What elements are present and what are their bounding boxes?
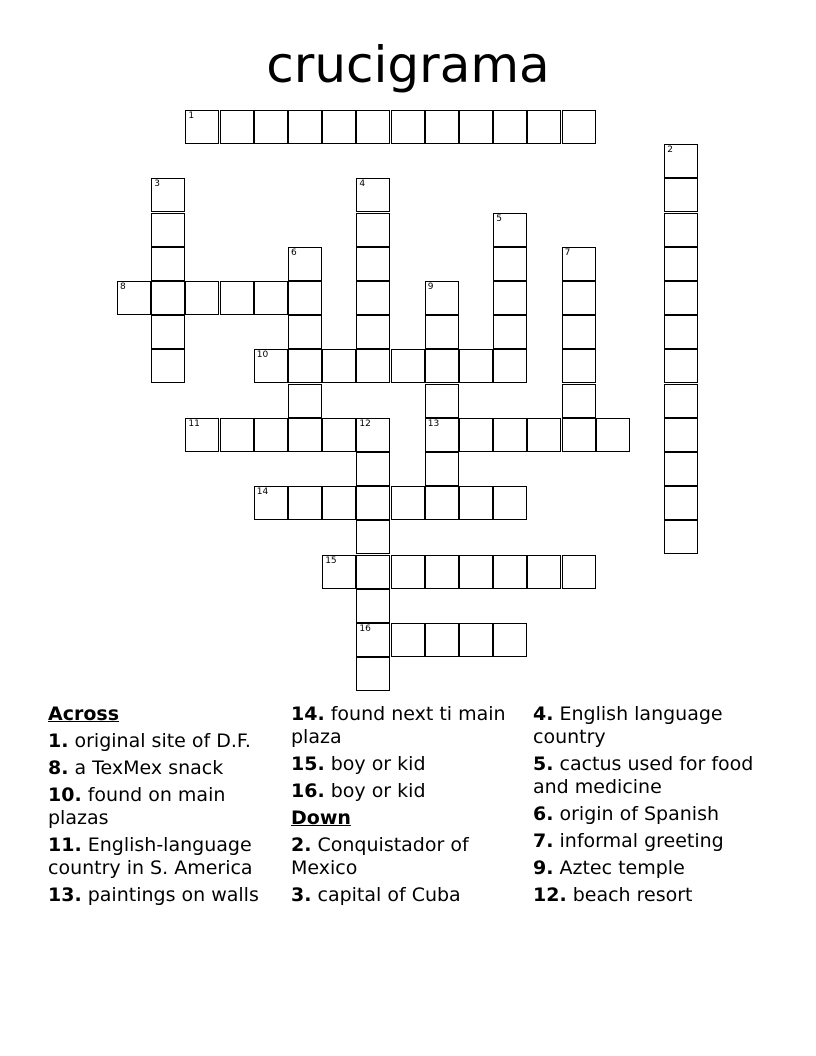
grid-cell[interactable]	[288, 349, 322, 383]
grid-cell[interactable]	[151, 315, 185, 349]
grid-cell[interactable]	[664, 418, 698, 452]
grid-cell[interactable]	[562, 418, 596, 452]
grid-cell[interactable]	[562, 110, 596, 144]
grid-cell[interactable]	[596, 418, 630, 452]
grid-cell[interactable]	[562, 349, 596, 383]
grid-cell[interactable]	[185, 418, 219, 452]
cell-number: 5	[496, 213, 502, 224]
cell-number: 1	[188, 111, 195, 121]
clue-down-9: 9. Aztec temple	[533, 857, 685, 879]
clue-across-13: 13. paintings on walls	[48, 884, 259, 906]
grid-cell[interactable]	[425, 281, 459, 315]
cell-number: 13	[427, 418, 440, 429]
cell-number: 4	[359, 179, 366, 190]
grid-cell[interactable]	[288, 315, 322, 349]
cell-number: 14	[256, 487, 269, 498]
grid-cell[interactable]	[664, 520, 698, 554]
clues-column-1	[48, 703, 288, 911]
grid-cell[interactable]	[356, 281, 390, 315]
cell-number: 3	[154, 179, 160, 190]
across-heading: Across	[48, 703, 120, 725]
grid-cell[interactable]	[493, 213, 527, 247]
grid-cell[interactable]	[425, 315, 459, 349]
grid-cell[interactable]	[425, 486, 459, 520]
grid-cell[interactable]	[322, 418, 356, 452]
grid-cell[interactable]	[356, 110, 390, 144]
grid-cell[interactable]	[356, 520, 390, 554]
grid-cell[interactable]	[493, 555, 527, 589]
grid-cell[interactable]	[664, 247, 698, 281]
grid-cell[interactable]	[562, 281, 596, 315]
grid-cell[interactable]	[356, 418, 390, 452]
cell-number: 11	[188, 418, 200, 429]
clues-column-3	[533, 703, 783, 911]
clue-across-10: 10. found on main plazas	[48, 784, 226, 829]
grid-cell[interactable]	[220, 418, 254, 452]
grid-cell[interactable]	[664, 452, 698, 486]
grid-cell[interactable]	[664, 349, 698, 383]
grid-cell[interactable]	[356, 178, 390, 212]
grid-cell[interactable]	[322, 486, 356, 520]
grid-cell[interactable]	[493, 418, 527, 452]
clue-across-11: 11. English-language country in S. America	[48, 834, 253, 879]
grid-cell[interactable]	[493, 110, 527, 144]
grid-cell[interactable]	[117, 281, 151, 315]
grid-cell[interactable]	[459, 555, 493, 589]
grid-cell[interactable]	[151, 247, 185, 281]
clue-across-16: 16. boy or kid	[291, 780, 426, 802]
grid-cell[interactable]	[425, 623, 459, 657]
grid-cell[interactable]	[254, 281, 288, 315]
grid-cell[interactable]	[664, 384, 698, 418]
grid-cell[interactable]	[391, 349, 425, 383]
grid-cell[interactable]	[288, 110, 322, 144]
grid-cell[interactable]	[356, 315, 390, 349]
grid-cell[interactable]	[254, 418, 288, 452]
grid-cell[interactable]	[356, 213, 390, 247]
clue-down-7: 7. informal greeting	[533, 830, 724, 852]
grid-cell[interactable]	[425, 384, 459, 418]
puzzle-title: crucigrama	[266, 36, 550, 94]
grid-cell[interactable]	[425, 555, 459, 589]
grid-cell[interactable]	[185, 110, 219, 144]
clue-down-5: 5. cactus used for food and medicine	[533, 753, 754, 798]
grid-cell[interactable]	[493, 349, 527, 383]
cell-number: 10	[256, 350, 269, 361]
cell-number: 2	[667, 145, 673, 156]
clue-down-6: 6. origin of Spanish	[533, 803, 720, 825]
grid-cell[interactable]	[151, 281, 185, 315]
grid-cell[interactable]	[493, 486, 527, 520]
grid-cell[interactable]	[493, 315, 527, 349]
grid-cell[interactable]	[562, 555, 596, 589]
grid-cell[interactable]	[356, 452, 390, 486]
grid-cell[interactable]	[664, 281, 698, 315]
grid-cell[interactable]	[322, 349, 356, 383]
grid-cell[interactable]	[356, 349, 390, 383]
grid-cell[interactable]	[664, 213, 698, 247]
grid-cell[interactable]	[664, 315, 698, 349]
grid-cell[interactable]	[254, 349, 288, 383]
grid-cell[interactable]	[459, 623, 493, 657]
grid-cell[interactable]	[356, 486, 390, 520]
grid-cell[interactable]	[527, 418, 561, 452]
grid-cell[interactable]	[425, 110, 459, 144]
clue-across-1: 1. original site of D.F.	[48, 730, 251, 752]
cell-number: 8	[120, 282, 126, 292]
grid-cell[interactable]	[493, 247, 527, 281]
grid-cell[interactable]	[356, 247, 390, 281]
grid-cell[interactable]	[356, 623, 390, 657]
grid-cell[interactable]	[459, 486, 493, 520]
grid-cell[interactable]	[288, 247, 322, 281]
grid-cell[interactable]	[391, 110, 425, 144]
grid-cell[interactable]	[322, 110, 356, 144]
grid-cell[interactable]	[493, 281, 527, 315]
clue-down-12: 12. beach resort	[533, 884, 693, 906]
grid-cell[interactable]	[391, 555, 425, 589]
clues-column-2	[291, 703, 523, 911]
grid-cell[interactable]	[527, 555, 561, 589]
grid-cell[interactable]	[391, 486, 425, 520]
cell-number: 15	[325, 555, 337, 566]
cell-number: 12	[359, 418, 371, 429]
grid-cell[interactable]	[151, 213, 185, 247]
grid-cell[interactable]	[425, 418, 459, 452]
grid-cell[interactable]	[664, 178, 698, 212]
grid-cell[interactable]	[459, 110, 493, 144]
grid-cell[interactable]	[391, 623, 425, 657]
clue-across-15: 15. boy or kid	[291, 753, 426, 775]
grid-cell[interactable]	[288, 384, 322, 418]
grid-cell[interactable]	[288, 281, 322, 315]
grid-cell[interactable]	[356, 657, 390, 691]
grid-cell[interactable]	[664, 144, 698, 178]
grid-cell[interactable]	[664, 486, 698, 520]
grid-cell[interactable]	[151, 178, 185, 212]
grid-cell[interactable]	[254, 110, 288, 144]
grid-cell[interactable]	[322, 555, 356, 589]
grid-cell[interactable]	[151, 349, 185, 383]
grid-cell[interactable]	[527, 110, 561, 144]
grid-cell[interactable]	[220, 110, 254, 144]
grid-cell[interactable]	[562, 247, 596, 281]
grid-cell[interactable]	[356, 589, 390, 623]
grid-cell[interactable]	[185, 281, 219, 315]
grid-cell[interactable]	[493, 623, 527, 657]
grid-cell[interactable]	[459, 349, 493, 383]
clue-down-2: 2. Conquistador of Mexico	[291, 834, 469, 879]
grid-cell[interactable]	[459, 418, 493, 452]
cell-number: 16	[359, 624, 371, 634]
cell-number: 9	[427, 282, 434, 292]
grid-cell[interactable]	[254, 486, 288, 520]
grid-cell[interactable]	[288, 486, 322, 520]
down-heading: Down	[291, 807, 351, 829]
cell-number: 6	[291, 247, 297, 258]
clue-down-4: 4. English language country	[533, 703, 723, 748]
clue-down-3: 3. capital of Cuba	[291, 884, 461, 906]
grid-cell[interactable]	[562, 384, 596, 418]
grid-cell[interactable]	[425, 349, 459, 383]
cell-number: 7	[564, 247, 571, 258]
grid-cell[interactable]	[562, 315, 596, 349]
clue-across-14: 14. found next ti main plaza	[291, 703, 506, 748]
grid-cell[interactable]	[425, 452, 459, 486]
grid-cell[interactable]	[356, 555, 390, 589]
grid-cell[interactable]	[220, 281, 254, 315]
clue-across-8: 8. a TexMex snack	[48, 757, 224, 779]
grid-cell[interactable]	[288, 418, 322, 452]
